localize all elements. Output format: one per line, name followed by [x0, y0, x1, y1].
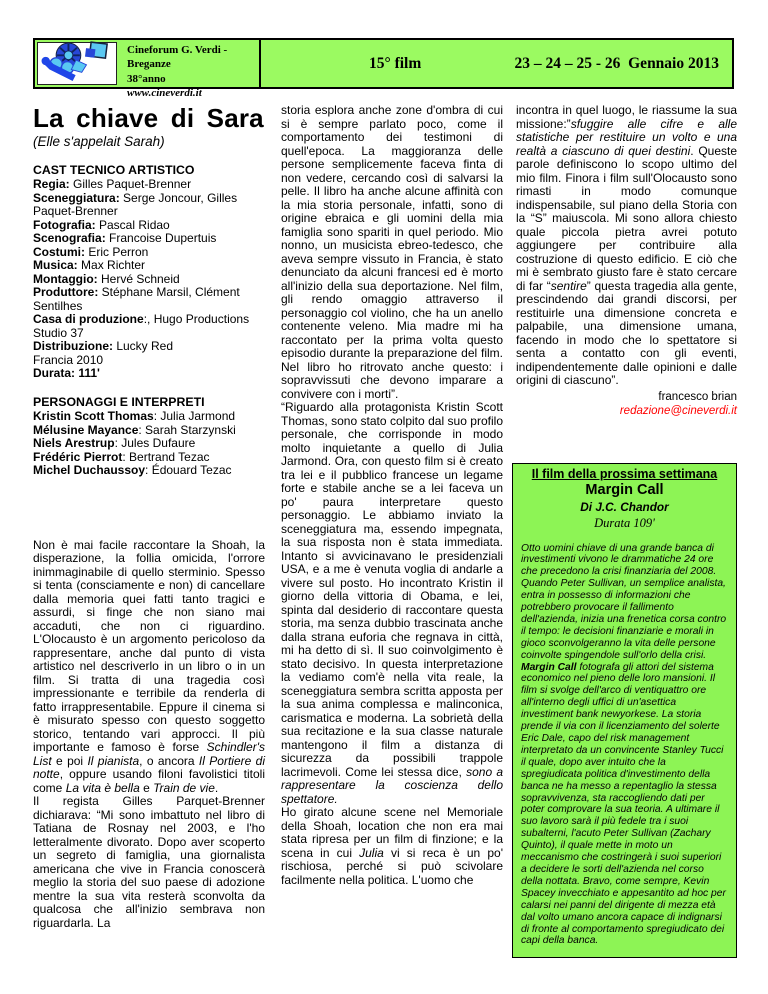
- film-number: 15° film: [369, 55, 422, 72]
- organization-block: [119, 40, 261, 99]
- article-paragraph: incontra in quel luogo, le riassume la sua missione:”sfuggire alle cifre e alle statistiche per restituire un volto e una realtà a ciascuno di quei destini. Queste parole definiscono lo scopo ultimo del mio film. Finora i film sull'Olocausto sono rimasti in modo comunque indispensabile, sul piano della Storia con la “S” maiuscola. Mi sono allora chiesto quale piccola pietra avrei potuto aggiungere per contribuire alla costruzione di questo edificio. E ciò che mi è sembrato giusto fare è stato cercare di far “sentire” questa tragedia alla gente, prescindendo dai grandi discorsi, per restituirle una dimensione concreta e palpabile, una dimensione umana, facendo in modo che lo spettatore si senta a contatto con gli eventi, indipendentemente dalle opinioni e dalle origini di ciascuno”.: [516, 103, 738, 387]
- screening-dates: 23 – 24 – 25 - 26 Gennaio 2013: [514, 55, 719, 72]
- editor-email-link[interactable]: redazione@cineverdi.it: [619, 404, 737, 417]
- interpreti-line: Frédéric Pierrot: Bertrand Tezac: [33, 449, 210, 464]
- credit-line: Durata: 111': [33, 366, 100, 381]
- film-title: La chiave di Sara: [33, 103, 264, 133]
- next-week-synopsis: Otto uomini chiave di una grande banca di investimenti vivono le drammatiche 24 ore che precedono la crisi finanziaria del 2008. Quando Peter Sullivan, un semplice analista, entra in possesso di informazioni che potrebbero provocare il fallimento dell'azienda, inizia una frenetica corsa contro il tempo: le decisioni finanziarie e morali in gioco sconvolgeranno la vita delle persone coinvolte spingendole sull'orlo della crisi. Margin Call fotografa gli attori del sistema economico nel pieno delle loro mansioni. Il film si svolge dell'arco di ventiquattro ore all'interno degli uffici di un'asettica investiment bank newyorkese. La storia prende il via con il licenziamento del solerte Eric Dale, capo del risk management interpretato da un convincente Stanley Tucci il quale, dopo aver intuito che la spregiudicata politica d'investimento della banca ne ha messo a repentaglio la stessa sopravvivenza, sta raccogliendo dati per poter comprovare la sua teoria. A ultimare il suo lavoro sarà il più fedele tra i suoi subalterni, l'acuto Peter Sullivan (Zachary Quinto), il quale mette in moto un meccanismo che costringerà i suoi superiori a decidere le sorti dell'azienda nel corso della nottata. Bravo, come sempre, Kevin Spacey invecchiato e appesantito ad hoc per calarsi nei panni del dirigente di mezza età dal volto umano ancora capace di indignarsi di fronte al comportamento spregiudicato dei capi della banca.: [521, 542, 727, 947]
- cineforum-logo: [37, 42, 117, 85]
- next-week-director: Di J.C. Chandor: [580, 499, 669, 514]
- credit-line: Costumi: Eric Perron: [33, 244, 149, 259]
- article-paragraph: Il regista Gilles Parquet-Brenner dichiarava: “Mi sono imbattuto nel libro di Tatiana de Rosnay nel 2003, e l'ho letteralmente divorato. Dopo aver scoperto un segreto di famiglia, una giornalista americana che vive in Francia conoscerà meglio la storia del suo paese di adozione mentre la sua vita resterà sconvolta da qualcosa che all'inizio sembrava non riguardarla. La: [33, 794, 265, 930]
- credit-line: Casa di produzione:, Hugo Productions Studio 37: [33, 312, 250, 340]
- next-week-duration: Durata 109': [594, 516, 655, 530]
- credits-list: [33, 178, 265, 381]
- credit-line: Francia 2010: [33, 352, 104, 367]
- column-left: [33, 104, 265, 930]
- signature-block: [516, 390, 737, 418]
- interpreti-line: Niels Arestrup: Jules Dufaure: [33, 436, 196, 451]
- organization-year: 38°anno: [127, 72, 166, 85]
- interpreti-heading: PERSONAGGI E INTERPRETI: [33, 394, 205, 409]
- review-text-left: [33, 539, 265, 931]
- article-paragraph: Ho girato alcune scene nel Memoriale della Shoah, location che non era mai stata ripresa per un film di finzione; e la scena in cui Julia vi si reca è un po' rischiosa, perché si può scivolare facilmente nella politica. L'uomo che: [281, 805, 503, 887]
- masthead: [33, 38, 734, 99]
- next-week-film-title: Margin Call: [585, 482, 664, 498]
- film-projector-icon: [40, 39, 114, 88]
- organization-name: Cineforum G. Verdi - Breganze: [127, 44, 228, 71]
- interpreti-line: Mélusine Mayance: Sarah Starzynski: [33, 422, 236, 437]
- credit-line: Scenografia: Francoise Dupertuis: [33, 231, 217, 246]
- article-paragraph: storia esplora anche zone d'ombra di cui si è sempre parlato poco, come il comportamento dei testimoni di quell'epoca. La maggioranza delle persone semplicemente faceva finta di non vedere, cercando così di salvarsi la pelle. Il libro ha anche alcune affinità con la mia storia personale, infatti, sono di origine ebraica e gli uomini della mia famiglia sono spariti in quel periodo. Mio nonno, un musicista ebreo-tedesco, che aveva sempre vissuto in Francia, è stato denunciato da alcuni francesi ed è morto all'inizio della sua deportazione. Nel film, gli rendo omaggio attraverso il personaggio col violino, che ha un anello contenente veleno. Mia madre mi ha raccontato per la prima volta questo episodio durante la preparazione del film. Nel libro ho ritrovato anche questo: i sopravvissuti che devono imparare a convivere con i morti”.: [281, 103, 503, 401]
- credit-line: Produttore: Stéphane Marsil, Clément Sentilhes: [33, 285, 240, 313]
- credit-line: Montaggio: Hervé Schneid: [33, 271, 180, 286]
- cast-heading: CAST TECNICO ARTISTICO: [33, 162, 195, 177]
- credit-line: Musica: Max Richter: [33, 258, 146, 273]
- author-name: francesco brian: [658, 390, 737, 403]
- interpreti-line: Michel Duchaussoy: Édouard Tezac: [33, 463, 232, 478]
- review-text-right: [516, 104, 737, 388]
- column-middle: [281, 104, 503, 887]
- next-week-heading: Il film della prossima settimana: [531, 466, 718, 481]
- article-paragraph: “Riguardo alla protagonista Kristin Scott Thomas, sono stato colpito dal suo profilo personale, che corrisponde in modo molto inquietante a quello di Julia Jarmond. Ora, con questo film si è creato tra lei e il pubblico francese un legame forte e stabile anche se a lei faceva un po' paura interpretare questo personaggio. Le abbiamo inviato la sceneggiatura ma, essendo impegnata, la sua risposta non è stata immediata. Intanto si avvicinavano le presidenziali USA, e a me è venuta voglia di andarle a vivere sul posto. Ho incontrato Kristin il giorno della vittoria di Obama, e lei, spinta dal desiderio di raccontare questa storia, ma senza dubbio trascinata anche dalla strana euforia che regnava in città, mi ha detto di sì. Il suo coinvolgimento è stato decisivo. In questa interpretazione la vediamo com'è nella vita reale, la sceneggiatura sembra scritta apposta per la sua anima complessa e malinconica, carismatica e moderna. La sobrietà della sua recitazione e la sua classe naturale mantengono il film a distanza di sicurezza da possibili trappole lacrimevoli. Come lei stessa dice, sono a rappresentare la coscienza dello spettatore.: [281, 400, 503, 806]
- article-paragraph: Non è mai facile raccontare la Shoah, la disperazione, la follia omicida, l'orrore inimmaginabile di quello sterminio. Spesso si tenta (consciamente e non) di cancellare dalla memoria quei fatti tanto tragici e assurdi, si finge che non siano mai accaduti, che non ci riguardino. L'Olocausto è un argomento pericoloso da rappresentare, anche dal punto di vista artistico nel descriverlo in un libro o in un film. Si tratta di una tragedia così impressionante e terribile da renderla di fatto irrappresentabile. Eppure il cinema si è misurato spesso con questo soggetto storico, tentando vari approcci. Il più importante e famoso è forse Schindler's List e poi Il pianista, o ancora Il Portiere di notte, oppure usando filoni favolistici titoli come La vita è bella e Train de vie.: [33, 537, 265, 795]
- organization-website-link[interactable]: www.cineverdi.it: [127, 86, 202, 99]
- credit-line: Fotografia: Pascal Ridao: [33, 217, 170, 232]
- credit-line: Distribuzione: Lucky Red: [33, 339, 174, 354]
- interpreti-list: [33, 410, 265, 478]
- interpreti-line: Kristin Scott Thomas: Julia Jarmond: [33, 409, 236, 424]
- credit-line: Regia: Gilles Paquet-Brenner: [33, 177, 192, 192]
- column-right: [516, 104, 737, 958]
- masthead-right: [261, 40, 732, 87]
- next-week-box: [512, 463, 737, 959]
- film-original-title: (Elle s'appelait Sarah): [33, 134, 165, 150]
- credit-line: Sceneggiatura: Serge Joncour, Gilles Paquet-Brenner: [33, 190, 238, 219]
